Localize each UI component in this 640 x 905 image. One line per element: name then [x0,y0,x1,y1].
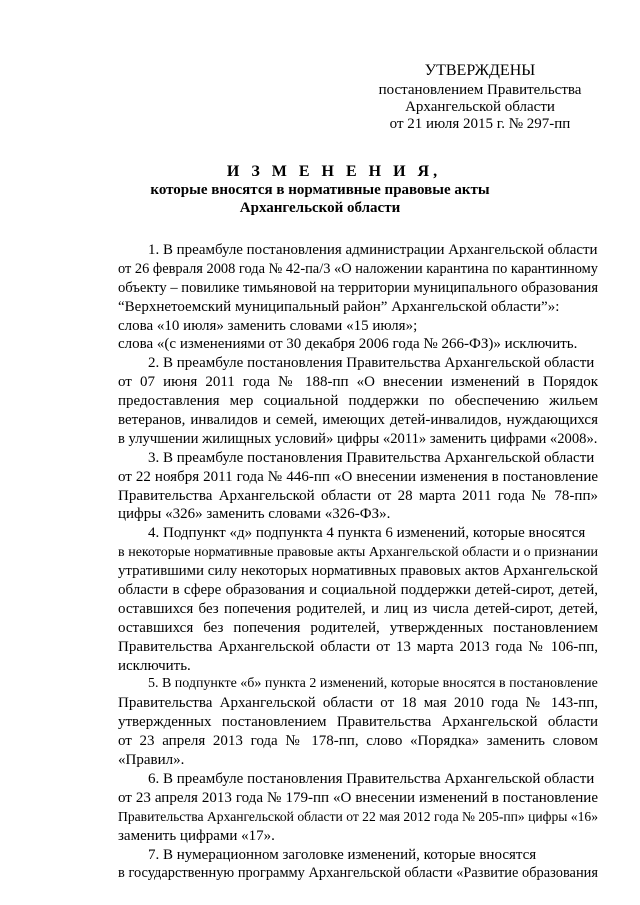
paragraph-6-line: заменить цифрами «17». [118,827,275,844]
paragraph-5-line: Правительства Архангельской области от 18 мая 2010 года № 143-пп, [118,695,598,712]
document-body [118,241,598,883]
paragraph-7-line: в государственную программу Архангельской области «Развитие образования [118,865,598,882]
paragraph-7-line: 7. В нумерационном заголовке изменений, которые вносятся [148,846,537,863]
paragraph-4-line: оставшихся без попечения родителей, утвержденных постановлением [118,619,598,636]
paragraph-6-line: от 23 апреля 2013 года № 179-пп «О внесении изменений в постановление [118,789,598,806]
paragraph-3-line: цифры «326» заменить словами «326-ФЗ». [118,506,391,523]
paragraph-2-line: 2. В преамбуле постановления Правительства Архангельской области [148,355,595,372]
paragraph-2-line: ветеранов, инвалидов и семей, имеющих детей-инвалидов, нуждающихся [118,412,598,429]
document-title: И З М Е Н Е Н И Я, [226,163,442,180]
paragraph-6-line: Правительства Архангельской области от 22 мая 2012 года № 205-пп» цифры «16» [118,808,598,824]
paragraph-4-line: в некоторые нормативные правовые акты Архангельской области и о признании [118,544,598,561]
paragraph-3-line: Правительства Архангельской области от 28 марта 2011 года № 78-пп» [118,487,598,504]
paragraph-5-line: утвержденных постановлением Правительства Архангельской области [118,714,598,731]
approval-line-3: от 21 июля 2015 г. № 297-пп [389,116,571,132]
paragraph-5-line: от 23 апреля 2013 года № 178-пп, слово «Порядка» заменить словом [118,733,598,750]
paragraph-4-line: оставшихся без попечения родителей, и лиц из числа детей-сирот, детей, [118,600,598,617]
paragraph-5-line: 5. В подпункте «б» пункта 2 изменений, которые вносятся в постановление [148,676,598,692]
paragraph-2-line: в улучшении жилищных условий» цифры «2011» заменить цифрами «2008». [118,430,598,447]
paragraph-3-line: 3. В преамбуле постановления Правительства Архангельской области [148,449,595,466]
paragraph-1-line: слова «10 июля» заменить словами «15 июля»; [118,317,418,334]
paragraph-1-line: от 26 февраля 2008 года № 42-па/3 «О наложении карантина по карантинному [118,260,598,277]
paragraph-1-line: “Верхнетоемский муниципальный район” Архангельской области”»: [118,298,560,315]
paragraph-1-line: слова «(с изменениями от 30 декабря 2006 года № 266-ФЗ)» исключить. [118,336,578,353]
paragraph-4-line: утратившими силу некоторых нормативных правовых актов Архангельской [118,563,598,580]
paragraph-4-line: области в сфере образования и социальной поддержки детей-сирот, детей, [118,582,598,599]
document-subtitle-1: которые вносятся в нормативные правовые акты [150,182,490,198]
approval-line-1: постановлением Правительства [378,82,582,98]
paragraph-4-line: исключить. [118,657,191,674]
paragraph-1-line: объекту – повилике тимьяновой на территории муниципального образования [118,279,599,296]
paragraph-1-line: 1. В преамбуле постановления администрации Архангельской области [148,242,598,258]
paragraph-4-line: Правительства Архангельской области от 13 марта 2013 года № 106-пп, [118,638,598,655]
approval-title: УТВЕРЖДЕНЫ [424,62,536,79]
paragraph-2-line: предоставления мер социальной поддержки по обеспечению жильем [118,393,598,410]
paragraph-4-line: 4. Подпункт «д» подпункта 4 пункта 6 изменений, которые вносятся [148,525,586,542]
document-subtitle-2: Архангельской области [239,200,401,216]
approval-line-2: Архангельской области [405,99,555,115]
paragraph-2-line: от 07 июня 2011 года № 188-пп «О внесении изменений в Порядок [118,374,598,391]
paragraph-6-line: 6. В преамбуле постановления Правительства Архангельской области [148,770,595,787]
paragraph-3-line: от 22 ноября 2011 года № 446-пп «О внесении изменения в постановление [118,468,598,485]
paragraph-5-line: «Правил». [118,752,185,769]
